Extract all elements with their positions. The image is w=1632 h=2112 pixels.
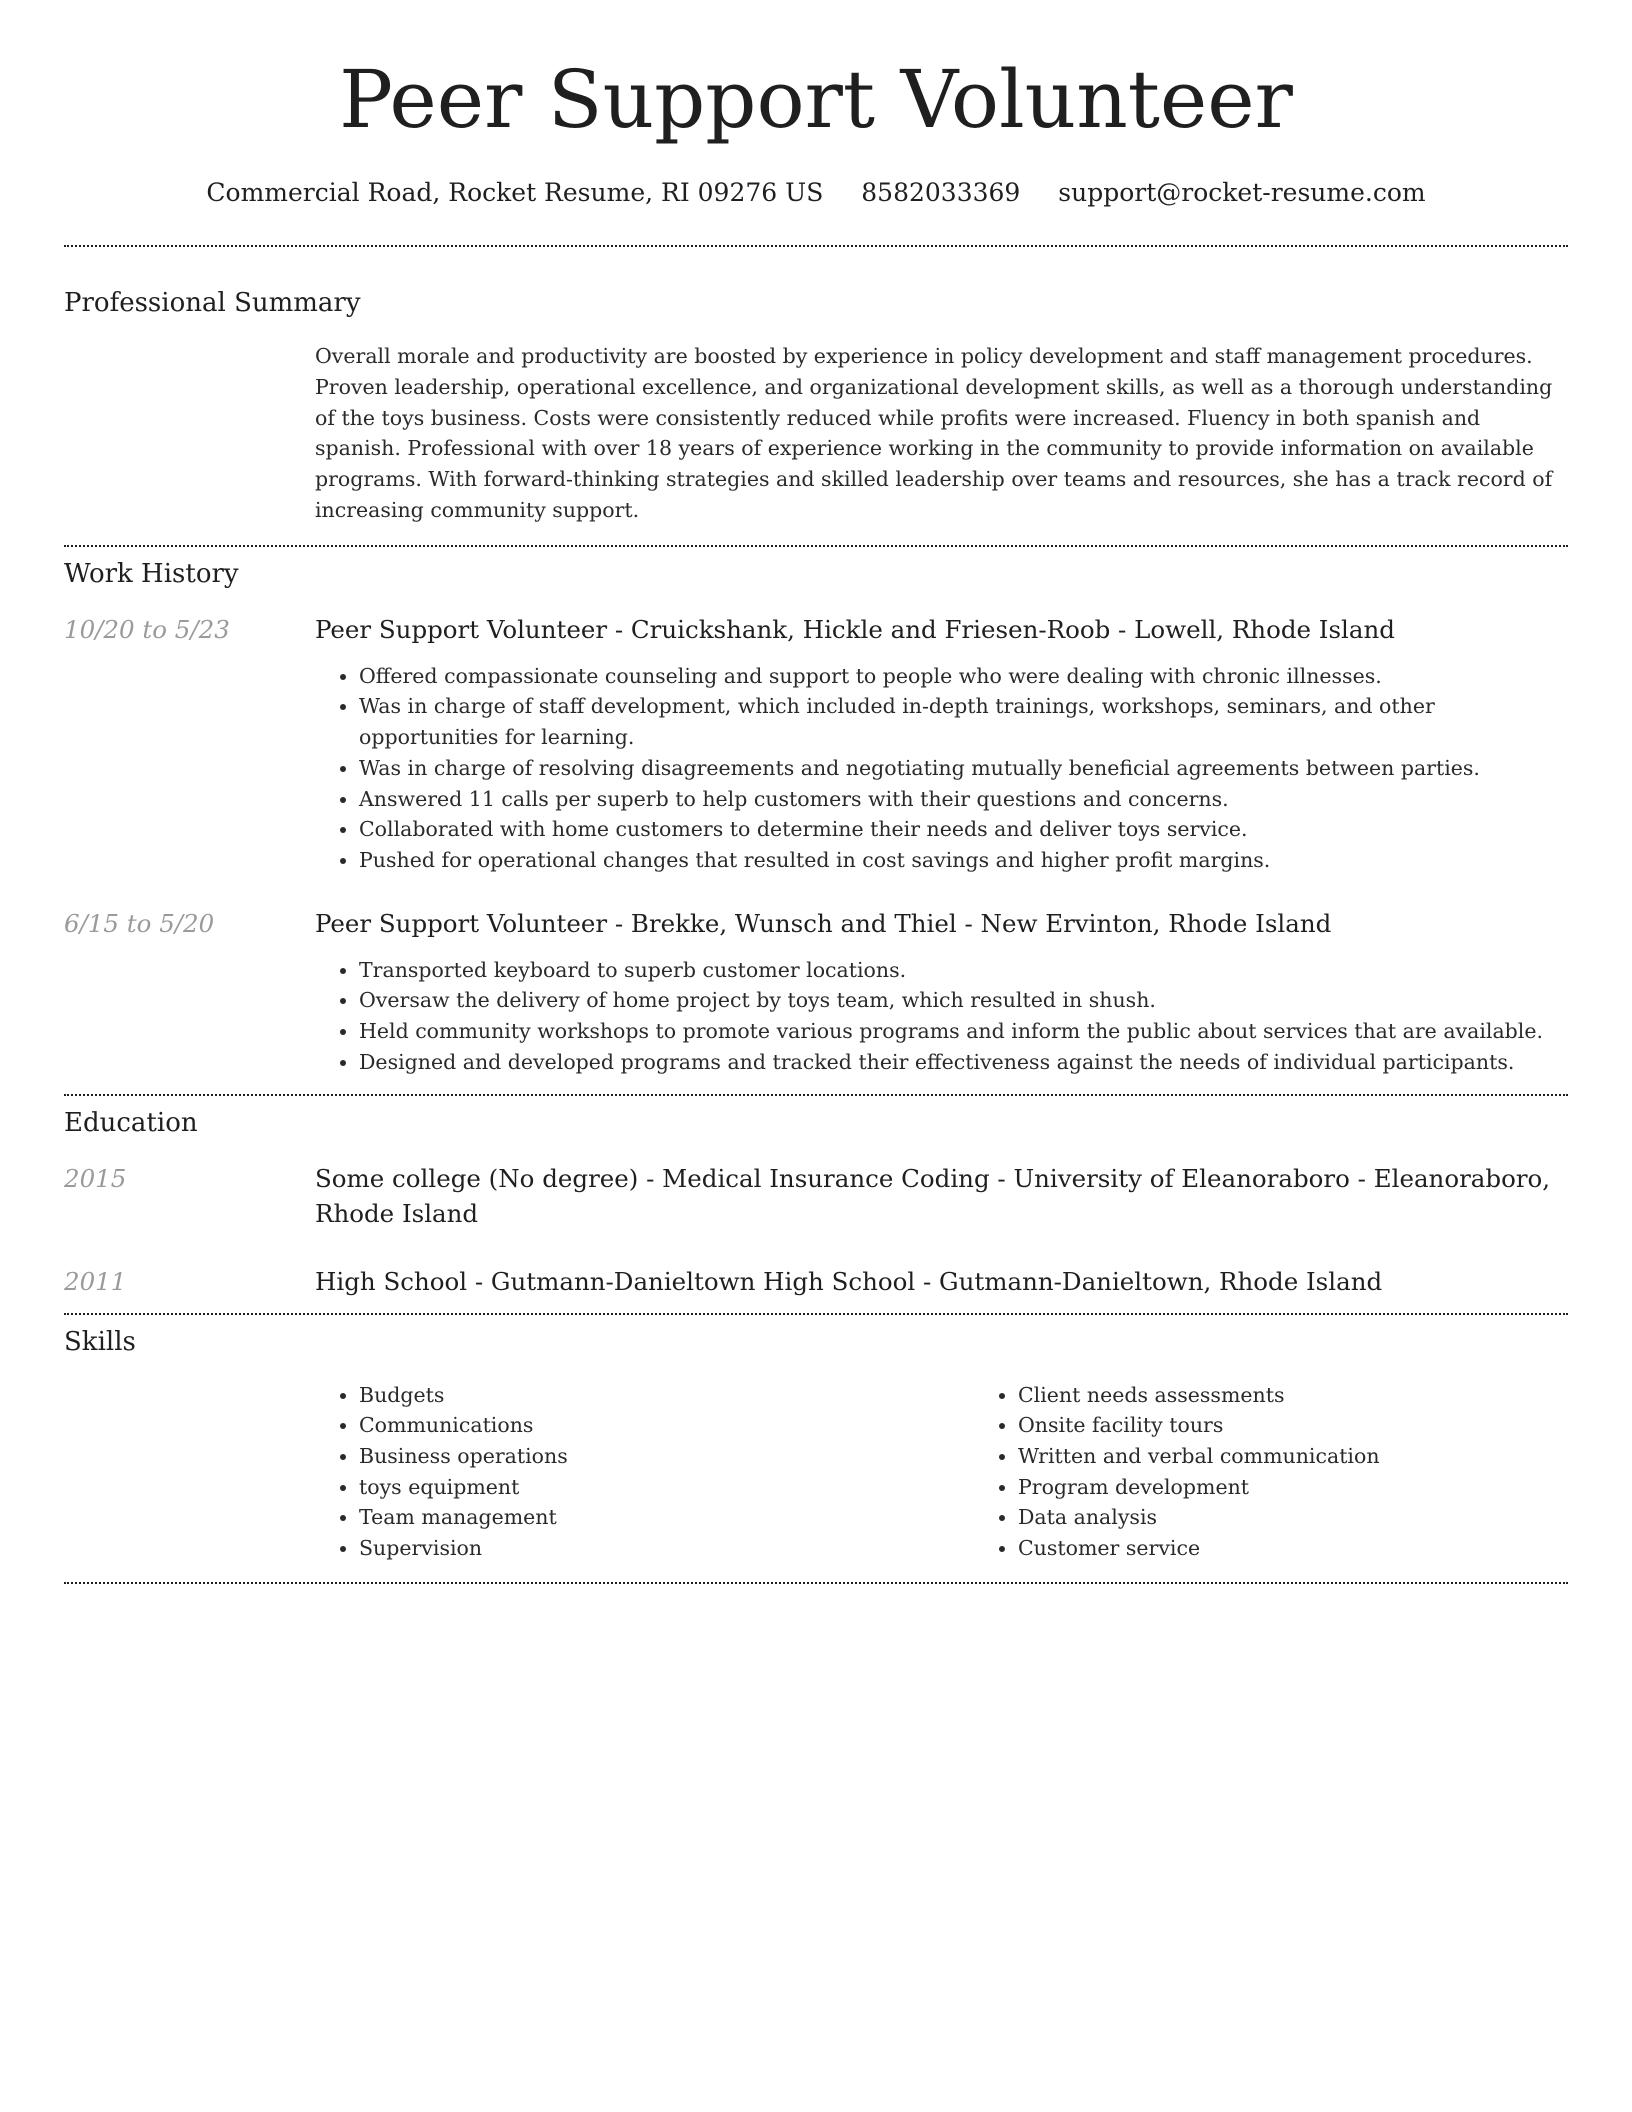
job-entry	[64, 906, 1568, 1078]
education-section	[64, 1107, 1568, 1299]
job-bullet: • Was in charge of staff development, which included in-depth trainings, workshops, seminars, and other opportunities for learning.	[359, 691, 1568, 752]
summary-text: Overall morale and productivity are boosted by experience in policy development and staff management procedures. Proven leadership, operational excellence, and organizational development skills, as well as a thorough understanding of the toys business. Costs were consistently reduced while profits were increased. Fluency in both spanish and spanish. Professional with over 18 years of experience working in the community to provide information on available programs. With forward-thinking strategies and skilled leadership over teams and resources, she has a track record of increasing community support.	[315, 344, 1553, 522]
contact-address: Commercial Road, Rocket Resume, RI 09276 US	[206, 178, 824, 207]
education-degree: Some college (No degree) - Medical Insurance Coding	[315, 1163, 990, 1193]
skill-item: • Budgets	[359, 1380, 974, 1411]
divider	[64, 545, 1568, 547]
job-bullet: • Transported keyboard to superb customer locations.	[359, 955, 1568, 986]
skills-list-left	[315, 1380, 974, 1564]
section-title-education: Education	[64, 1107, 198, 1138]
contact-phone: 8582033369	[861, 178, 1021, 207]
job-details: - Cruickshank, Hickle and Friesen-Roob - Lowell, Rhode Island	[607, 614, 1395, 644]
skill-item: • Program development	[1018, 1472, 1632, 1503]
divider	[64, 245, 1568, 247]
skill-item: • Onsite facility tours	[1018, 1410, 1632, 1441]
candidate-name: Peer Support Volunteer	[339, 53, 1293, 146]
resume-header	[64, 0, 1568, 208]
divider	[64, 1094, 1568, 1096]
job-bullet: • Oversaw the delivery of home project by toys team, which resulted in shush.	[359, 985, 1568, 1016]
skill-item: • Client needs assessments	[1018, 1380, 1632, 1411]
job-bullet: • Was in charge of resolving disagreements and negotiating mutually beneficial agreements between parties.	[359, 753, 1568, 784]
job-dates: 6/15 to 5/20	[64, 908, 215, 938]
skill-item: • Written and verbal communication	[1018, 1441, 1632, 1472]
section-title-skills: Skills	[64, 1326, 136, 1357]
job-dates: 10/20 to 5/23	[64, 614, 230, 644]
job-body	[315, 612, 1568, 876]
skill-item: • Communications	[359, 1410, 974, 1441]
summary-section	[64, 287, 1568, 526]
job-bullet: • Offered compassionate counseling and support to people who were dealing with chronic illnesses.	[359, 661, 1568, 692]
skills-section	[64, 1326, 1568, 1564]
education-entry	[64, 1264, 1568, 1299]
skill-item: • Business operations	[359, 1441, 974, 1472]
skills-columns	[315, 1380, 1568, 1564]
job-bullet: • Collaborated with home customers to determine their needs and deliver toys service.	[359, 814, 1568, 845]
skill-item: • Supervision	[359, 1533, 974, 1564]
skill-item: • Team management	[359, 1502, 974, 1533]
education-heading	[315, 1161, 1568, 1231]
job-body	[315, 906, 1568, 1078]
skill-item: • Data analysis	[1018, 1502, 1632, 1533]
education-entry	[64, 1161, 1568, 1231]
skills-list-right	[974, 1380, 1632, 1564]
job-bullets	[315, 955, 1568, 1078]
job-bullets	[315, 661, 1568, 876]
job-bullet: • Answered 11 calls per superb to help customers with their questions and concerns.	[359, 784, 1568, 815]
contact-email: support@rocket-resume.com	[1058, 178, 1426, 207]
job-bullet: • Held community workshops to promote various programs and inform the public about services that are available.	[359, 1016, 1568, 1047]
skill-item: • toys equipment	[359, 1472, 974, 1503]
job-entry	[64, 612, 1568, 876]
education-details: - Gutmann-Danieltown High School - Gutmann-Danieltown, Rhode Island	[467, 1266, 1383, 1296]
divider	[64, 1313, 1568, 1315]
education-year: 2015	[64, 1163, 127, 1193]
education-year: 2011	[64, 1266, 127, 1296]
job-details: - Brekke, Wunsch and Thiel - New Ervinton, Rhode Island	[607, 908, 1332, 938]
education-degree: High School	[315, 1266, 468, 1296]
section-title-summary: Professional Summary	[64, 288, 361, 318]
job-heading	[315, 612, 1568, 647]
divider	[64, 1582, 1568, 1584]
job-heading	[315, 906, 1568, 941]
job-bullet: • Pushed for operational changes that resulted in cost savings and higher profit margins.	[359, 845, 1568, 876]
job-role: Peer Support Volunteer	[315, 614, 608, 644]
contact-line	[64, 178, 1568, 208]
skill-item: • Customer service	[1018, 1533, 1632, 1564]
job-role: Peer Support Volunteer	[315, 908, 608, 938]
work-section	[64, 558, 1568, 1078]
education-heading	[315, 1264, 1568, 1299]
education-details: - University of Eleanoraboro - Eleanoraboro, Rhode Island	[315, 1163, 1551, 1228]
section-title-work: Work History	[64, 558, 239, 589]
job-bullet: • Designed and developed programs and tracked their effectiveness against the needs of individual participants.	[359, 1047, 1568, 1078]
